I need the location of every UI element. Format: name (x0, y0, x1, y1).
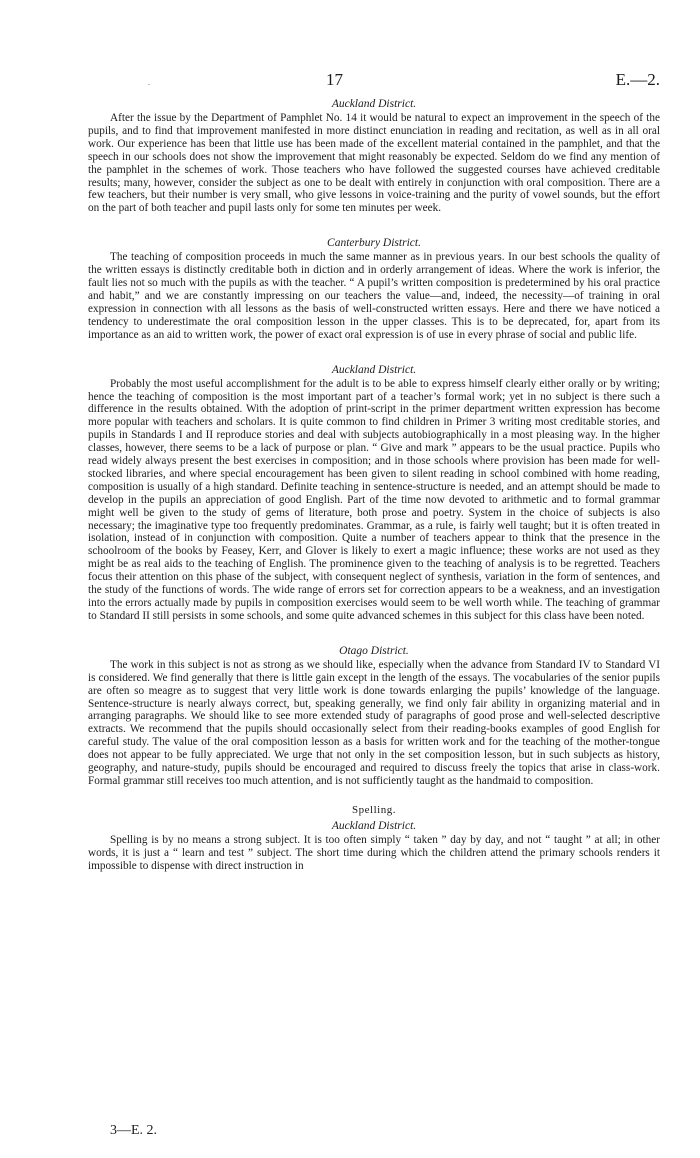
body-paragraph: The teaching of composition proceeds in much the same manner as in previous years. In our best schools the quality of the written essays is distinctly creditable both in diction and in orderly arrangement of ideas. Where the work is inferior, the fault lies not so much with the pupils as with the teacher. “ A pupil’s written composition is predetermined by his oral practice and habit,” and we are constantly impressing on our teachers the value—and, indeed, the necessity—of training in oral expression in connection with all lessons as the basis of well-constructed written essays. Here and there we have noticed a tendency to underestimate the oral composition lesson in the upper classes. This is to be deprecated, for, apart from its importance as an aid to written work, the power of exact oral expression is of use in every phrase of social and public life. (88, 251, 660, 341)
page-content (88, 98, 660, 873)
district-heading: Otago District. (339, 644, 409, 657)
section-title: Spelling. (352, 803, 396, 816)
district-heading: Auckland District. (331, 98, 417, 110)
margin-mark: . (148, 78, 150, 87)
series-code: E.—2. (615, 70, 660, 89)
body-paragraph: The work in this subject is not as strong as we should like, especially when the advance from Standard IV to Standard VI is considered. We find generally that there is little gain except in the length of the essays. The vocabularies of the senior pupils are often so meagre as to suggest that very little work is done towards enlarging the pupils’ knowledge of the language. Sentence-structure is nearly always correct, but, speaking generally, we find only fair ability in organizing material and in arranging paragraphs. We should like to see more extended study of paragraphs of good prose and well-selected descriptive extracts. We recommend that the pupils should occasionally select from their reading-books examples of good English for careful study. The value of the oral composition lesson as a basis for written work and for the teaching of the mother-tongue does not appear to be fully appreciated. We urge that not only in the set composition lesson, but in such subjects as history, geography, and nature-study, pupils should be encouraged and required to discuss freely the topics that arise in class-work. Formal grammar still receives too much attention, and is not sufficiently taught as the handmaid to composition. (88, 658, 660, 787)
body-paragraph: After the issue by the Department of Pamphlet No. 14 it would be natural to expect an improvement in the speech of the pupils, and to find that improvement manifested in more distinct enunciation in reading and recitation, as well as in all oral work. Our experience has been that little use has been made of the excellent material contained in the pamphlet, and that the speech in our schools does not show the improvement that might reasonably be expected. Seldom do we find any mention of the pamphlet in the schemes of work. Those teachers who have followed the suggested courses have achieved creditable results; many, however, consider the subject as one to be dealt with entirely in conjunction with oral composition. There are a few teachers, but their number is very small, who give lessons in voice-training and the purity of vowel sounds, but the effort on the part of both teacher and pupil lasts only for some ten minutes per week. (88, 112, 660, 215)
page-number: 17 (326, 70, 343, 89)
district-heading: Auckland District. (331, 363, 417, 376)
district-heading: Auckland District. (331, 819, 417, 832)
body-paragraph: Spelling is by no means a strong subject. It is too often simply “ taken ” day by day, and not “ taught ” at all; in other words, it is just a “ learn and test ” subject. The short time during which the children attend the primary schools renders it impossible to dispense with direct instruction in (88, 833, 660, 872)
district-heading: Canterbury District. (327, 237, 421, 250)
signature-mark: 3—E. 2. (110, 1123, 158, 1138)
body-paragraph: Probably the most useful accomplishment for the adult is to be able to express himself clearly either orally or by writing; hence the teaching of composition is the most important part of a teacher’s formal work; yet in no subject is there such a difference in the results obtained. With the adoption of print-script in the primer department written expression has become more popular with teachers and scholars. It is quite common to find children in Primer 3 writing most creditable stories, and pupils in Standards I and II reproduce stories and deal with subjects autobiographically in a most pleasing way. In the higher classes, however, there seems to be a lack of purpose or plan. “ Give and mark ” appears to be the usual practice. Pupils who read widely always present the best exercises in composition; and in those schools where provision has been made for well-stocked libraries, and where special encouragement has been given to silent reading in school combined with home reading, composition is usually of a high standard. Definite teaching in sentence-structure is needed, and an attempt should be made to develop in the pupils an appreciation of good English. Part of the time now devoted to arithmetic and to formal grammar might well be given to the study of gems of literature, both prose and poetry. System in the choice of subjects is also necessary; the imaginative type too frequently predominates. Grammar, as a rule, is fairly well taught; but it is often treated in isolation, instead of in conjunction with composition. Quite a number of teachers appear to think that the presence in the schoolroom of the books by Feasey, Kerr, and Glover is likely to exert a magic influence; these works are not used as they might be as real aids to the teaching of English. The prominence given to the teaching of analysis is to be regretted. Teachers focus their attention on this phase of the subject, with consequent neglect of synthesis, variation in the form of sentences, and the study of the functions of words. The wide range of errors set for correction appears to be a weakness, and an investigation into the errors actually made by pupils in composition exercises would seem to be well worth while. The teaching of grammar to Standard II still persists in some schools, and some quite advanced schemes in this subject for this class have been noted. (88, 377, 660, 622)
